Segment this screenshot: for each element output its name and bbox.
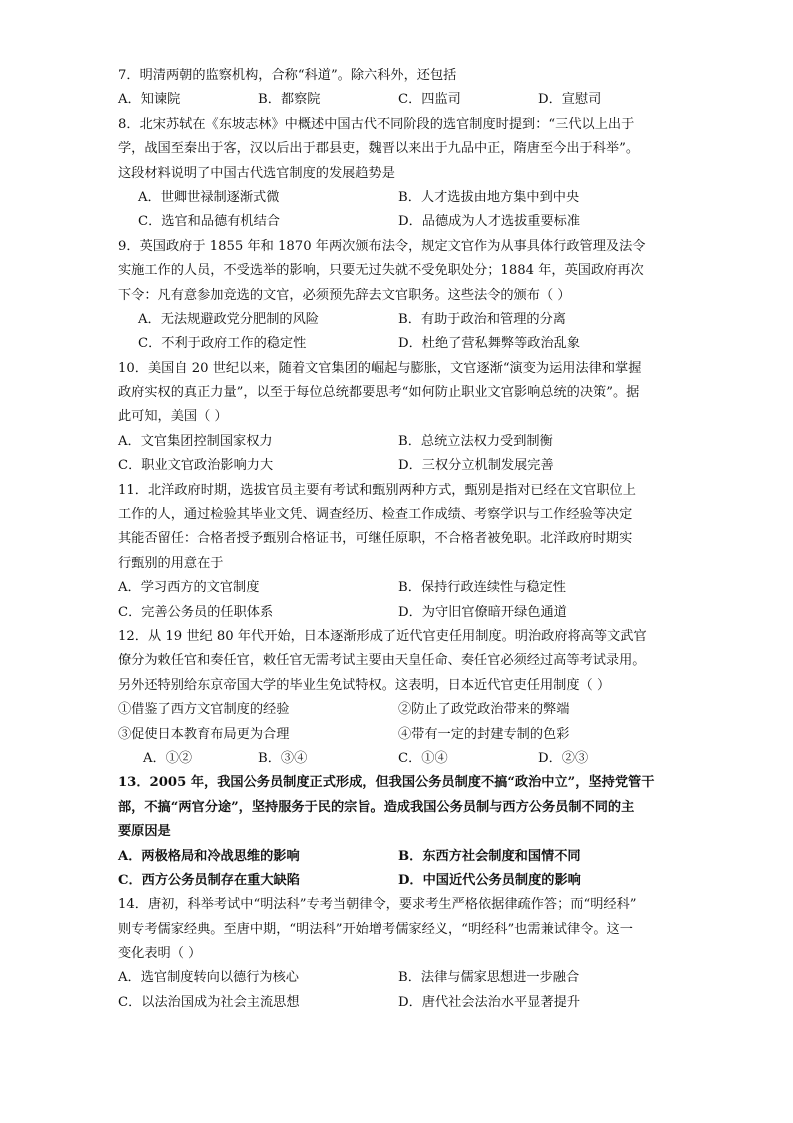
question-stem-line: 则专考儒家经典。至唐中期，“明法科”开始增考儒家经义，“明经科”也需兼试律令。这一 <box>118 921 633 937</box>
question-11 <box>118 479 673 625</box>
question-stem-line: 13．2005 年，我国公务员制度正式形成，但我国公务员制度不搞“政治中立”，坚持党管干 <box>118 775 655 791</box>
option-row <box>118 966 673 990</box>
question-stem-line: 9．英国政府于 1855 年和 1870 年两次颁布法令，规定文官作为从事具体行政管理及法令 <box>118 238 646 254</box>
option-row <box>118 991 673 1015</box>
option-row <box>118 845 673 869</box>
option-row <box>118 186 673 210</box>
option-item: A．学习西方的文官制度 <box>118 580 260 596</box>
option-item: A．两极格局和冷战思维的影响 <box>118 848 300 864</box>
option-row <box>118 601 673 625</box>
option-item: C．西方公务员制存在重大缺陷 <box>118 872 300 888</box>
question-stem-line: 另外还特别给东京帝国大学的毕业生免试特权。这表明，日本近代官吏任用制度（ ） <box>118 677 611 693</box>
choice-item: D．②③ <box>538 750 589 766</box>
question-stem-line: 7．明清两朝的监察机构，合称“科道”。除六科外，还包括 <box>118 68 457 83</box>
option-item: C．选官和品德有机结合 <box>138 214 280 230</box>
question-stem-line: 14．唐初，科举考试中“明法科”专考当朝律令，要求考生严格依据律疏作答；而“明经科” <box>118 897 637 913</box>
question-stem-line: 工作的人，通过检验其毕业文凭、调查经历、检查工作成绩、考察学识与工作经验等决定 <box>118 507 633 523</box>
option-row <box>118 430 673 454</box>
question-stem-line: 10．美国自 20 世纪以来，随着文官集团的崛起与膨胀，文官逐渐“演变为运用法律和掌握 <box>118 360 642 376</box>
exam-document <box>118 64 673 1015</box>
question-8 <box>118 113 673 235</box>
question-stem-line: 其能否留任：合格者授予甄别合格证书，可继任原职，不合格者被免职。北洋政府时期实 <box>118 531 633 547</box>
option-item: A．无法规避政党分肥制的风险 <box>138 311 319 327</box>
question-stem-line: 行甄别的用意在于 <box>118 555 224 571</box>
option-item: A．知谏院 <box>118 92 181 108</box>
question-stem-line: 僚分为敕任官和奏任官，敕任官无需考试主要由天皇任命、奏任官必须经过高等考试录用。 <box>118 653 646 669</box>
option-row <box>118 210 673 234</box>
option-row <box>118 869 673 893</box>
option-item: D．唐代社会法治水平显著提升 <box>398 994 581 1010</box>
choice-item: C．①④ <box>398 750 448 766</box>
question-stem-line: 12．从 19 世纪 80 年代开始，日本逐渐形成了近代官吏任用制度。明治政府将高等文武官 <box>118 628 647 644</box>
option-row <box>118 698 673 722</box>
option-item: C．以法治国成为社会主流思想 <box>118 994 300 1010</box>
option-item: B．都察院 <box>258 92 321 108</box>
choice-item: B．③④ <box>258 750 308 766</box>
option-item: A．世卿世禄制逐渐式微 <box>138 189 280 205</box>
option-item: ④带有一定的封建专制的色彩 <box>398 726 570 742</box>
option-item: A．文官集团控制国家权力 <box>118 433 273 449</box>
option-row <box>118 454 673 478</box>
option-item: D．杜绝了营私舞弊等政治乱象 <box>398 336 581 352</box>
question-stem-line: 这段材料说明了中国古代选官制度的发展趋势是 <box>118 165 395 181</box>
option-item: D．品德成为人才选拔重要标准 <box>398 214 581 230</box>
choice-item: A．①② <box>143 750 193 766</box>
option-item: ③促使日本教育布局更为合理 <box>118 726 290 742</box>
option-item: D．中国近代公务员制度的影响 <box>398 872 581 888</box>
option-item: B．总统立法权力受到制衡 <box>398 433 553 449</box>
question-stem-line: 实施工作的人员，不受选举的影响，只要无过失就不受免职处分；1884 年，英国政府再次 <box>118 263 644 279</box>
option-row <box>118 576 673 600</box>
option-item: C．四监司 <box>398 92 461 108</box>
question-stem-line: 下令：凡有意参加竞选的文官，必须预先辞去文官职务。这些法令的颁布（ ） <box>118 287 571 303</box>
question-stem-line: 政府实权的真正力量”，以至于每位总统都要思考“如何防止职业文官影响总统的决策”。据 <box>118 385 640 401</box>
question-stem-line: 8．北宋苏轼在《东坡志林》中概述中国古代不同阶段的选官制度时提到：“三代以上出于 <box>118 116 635 132</box>
option-item: C．不利于政府工作的稳定性 <box>138 336 307 352</box>
question-stem-line: 要原因是 <box>118 824 171 840</box>
option-row <box>118 308 673 332</box>
question-14 <box>118 893 673 1015</box>
option-row <box>118 723 673 747</box>
question-7 <box>118 64 673 113</box>
option-item: D．宣慰司 <box>538 92 602 108</box>
question-10 <box>118 357 673 479</box>
question-13 <box>118 771 673 893</box>
question-9 <box>118 235 673 357</box>
option-item: B．法律与儒家思想进一步融合 <box>398 970 580 986</box>
option-item: B．东西方社会制度和国情不同 <box>398 848 581 864</box>
option-item: ②防止了政党政治带来的弊端 <box>398 702 570 718</box>
option-item: B．人才选拔由地方集中到中央 <box>398 189 580 205</box>
option-item: D．为守旧官僚暗开绿色通道 <box>398 604 567 620</box>
option-item: D．三权分立机制发展完善 <box>398 458 554 474</box>
question-stem-line: 11．北洋政府时期，选拔官员主要有考试和甄别两种方式，甄别是指对已经在文官职位上 <box>118 482 636 498</box>
option-row <box>118 332 673 356</box>
option-item: ①借鉴了西方文官制度的经验 <box>118 702 290 718</box>
question-12 <box>118 625 673 771</box>
choice-row <box>118 747 673 771</box>
question-stem-line: 学，战国至秦出于客，汉以后出于郡县吏，魏晋以来出于九品中正，隋唐至今出于科举”。 <box>118 141 640 157</box>
option-item: A．选官制度转向以德行为核心 <box>118 970 299 986</box>
question-stem-line: 变化表明（ ） <box>118 946 202 962</box>
question-stem-line: 部，不搞“两官分途”，坚持服务于民的宗旨。造成我国公务员制与西方公务员制不同的主 <box>118 799 635 815</box>
option-item: C．完善公务员的任职体系 <box>118 604 274 620</box>
question-stem-line: 此可知，美国（ ） <box>118 409 228 425</box>
option-row <box>118 88 673 112</box>
option-item: B．保持行政连续性与稳定性 <box>398 580 566 596</box>
option-item: B．有助于政治和管理的分离 <box>398 311 566 327</box>
option-item: C．职业文官政治影响力大 <box>118 458 274 474</box>
